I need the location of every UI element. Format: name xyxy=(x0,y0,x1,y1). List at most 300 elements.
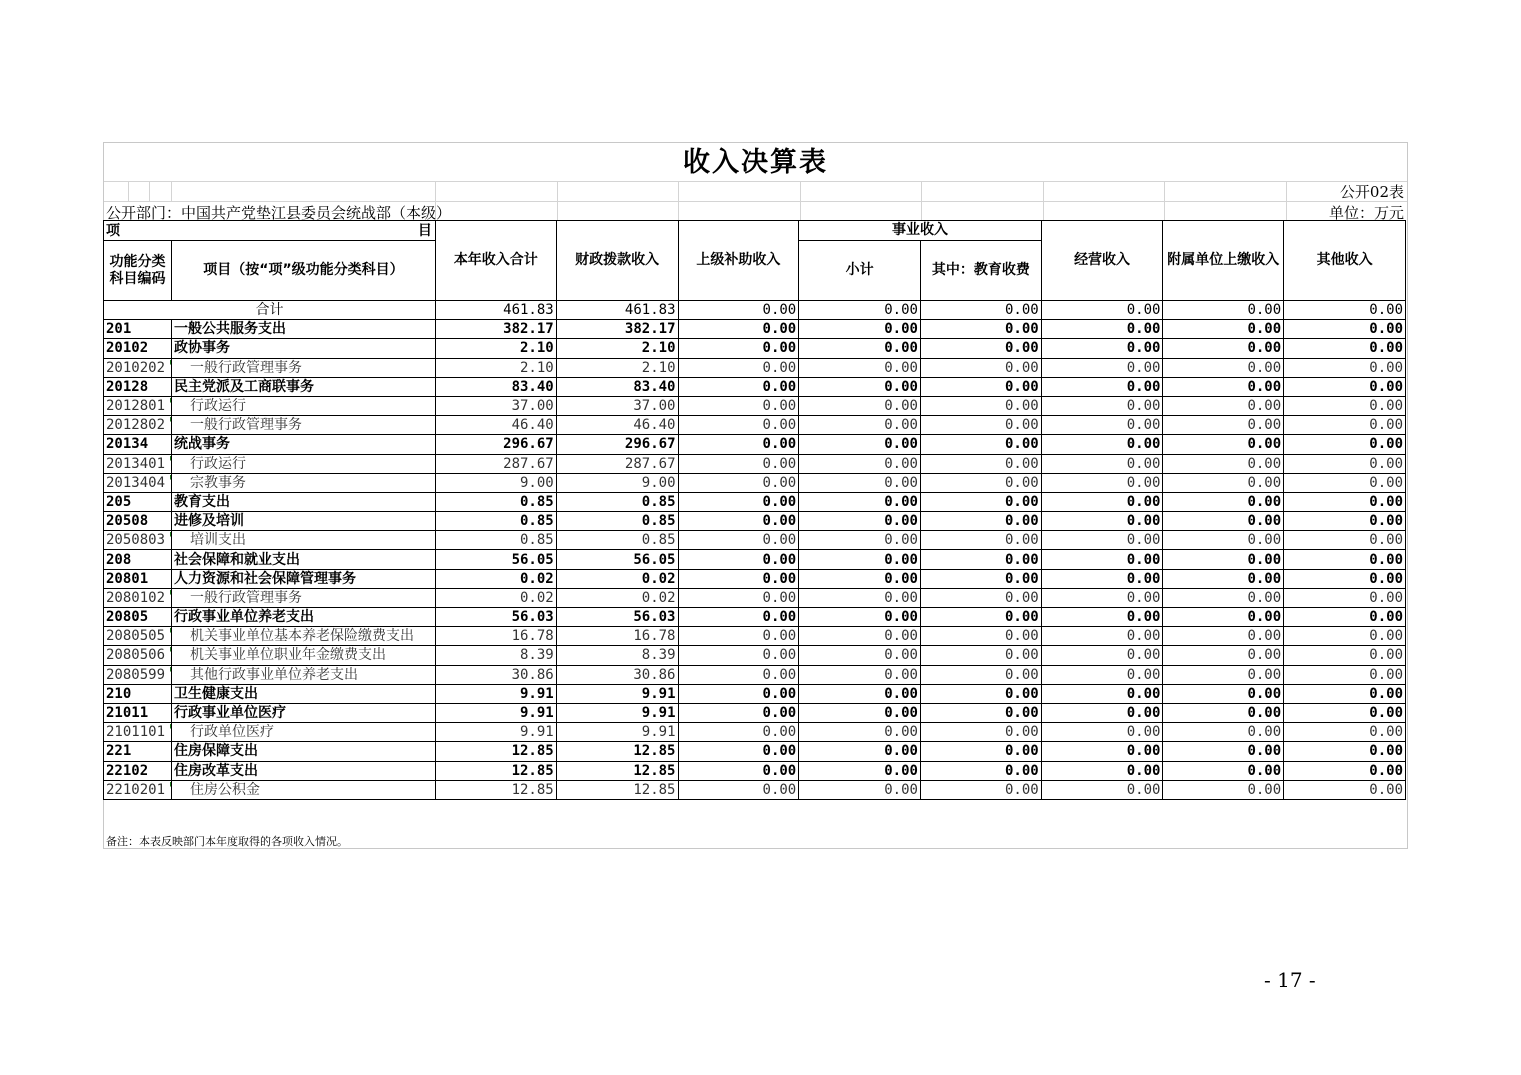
unit-label: 单位：万元 xyxy=(1328,204,1404,222)
row-value: 9.91 xyxy=(556,703,678,722)
row-value: 0.00 xyxy=(799,416,921,435)
row-value: 0.00 xyxy=(920,627,1041,646)
header-business: 事业收入 xyxy=(799,221,1041,241)
table-row xyxy=(104,646,1406,665)
table-row xyxy=(104,473,1406,492)
row-value: 0.00 xyxy=(1041,646,1163,665)
row-value: 0.00 xyxy=(678,435,799,454)
row-value: 0.00 xyxy=(799,608,921,627)
total-cell: 461.83 xyxy=(435,301,556,320)
row-value: 0.00 xyxy=(678,608,799,627)
row-value: 0.00 xyxy=(678,531,799,550)
row-value: 0.00 xyxy=(799,569,921,588)
row-value: 0.00 xyxy=(920,665,1041,684)
row-value: 0.00 xyxy=(678,646,799,665)
row-value: 0.00 xyxy=(1041,358,1163,377)
row-value: 2.10 xyxy=(556,358,678,377)
row-value: 0.00 xyxy=(1163,377,1284,396)
table-row xyxy=(104,339,1406,358)
row-value: 0.00 xyxy=(1163,512,1284,531)
header-func-code: 功能分类科目编码 xyxy=(104,241,172,301)
row-value: 0.00 xyxy=(799,723,921,742)
row-code: 2080505 xyxy=(104,627,172,646)
row-value: 0.00 xyxy=(678,512,799,531)
table-row xyxy=(104,569,1406,588)
department-label: 公开部门：中国共产党垫江县委员会统战部（本级） xyxy=(106,204,452,222)
row-value: 0.00 xyxy=(920,780,1041,799)
row-value: 0.00 xyxy=(1041,627,1163,646)
grid-line xyxy=(128,181,129,201)
row-value: 0.00 xyxy=(678,454,799,473)
row-value: 0.00 xyxy=(1284,377,1406,396)
row-value: 0.00 xyxy=(678,761,799,780)
row-name: 行政单位医疗 xyxy=(171,723,435,742)
row-value: 0.02 xyxy=(556,569,678,588)
total-cell: 0.00 xyxy=(1163,301,1284,320)
header-subtotal: 小计 xyxy=(799,241,921,301)
total-cell: 0.00 xyxy=(799,301,921,320)
grid-line xyxy=(800,181,801,221)
row-name: 其他行政事业单位养老支出 xyxy=(171,665,435,684)
row-value: 56.03 xyxy=(435,608,556,627)
row-value: 0.00 xyxy=(1041,396,1163,415)
row-value: 0.00 xyxy=(1163,320,1284,339)
row-value: 0.00 xyxy=(1163,588,1284,607)
row-value: 9.91 xyxy=(435,684,556,703)
row-value: 0.00 xyxy=(1041,684,1163,703)
row-value: 0.00 xyxy=(799,435,921,454)
row-value: 0.00 xyxy=(1163,435,1284,454)
total-label: 合计 xyxy=(104,301,436,320)
row-value: 0.00 xyxy=(1041,723,1163,742)
footnote: 备注：本表反映部门本年度取得的各项收入情况。 xyxy=(106,835,348,848)
row-value: 0.02 xyxy=(556,588,678,607)
row-value: 0.00 xyxy=(678,684,799,703)
row-value: 0.00 xyxy=(920,512,1041,531)
row-value: 0.00 xyxy=(1284,320,1406,339)
row-value: 0.00 xyxy=(1041,435,1163,454)
row-name: 宗教事务 xyxy=(171,473,435,492)
row-value: 37.00 xyxy=(435,396,556,415)
grid-line xyxy=(557,181,558,221)
row-value: 0.00 xyxy=(920,492,1041,511)
row-code: 221 xyxy=(104,742,172,761)
row-value: 0.00 xyxy=(799,627,921,646)
row-value: 0.00 xyxy=(1284,703,1406,722)
row-code: 2080102 xyxy=(104,588,172,607)
row-value: 0.00 xyxy=(920,377,1041,396)
header-other: 其他收入 xyxy=(1284,221,1406,301)
row-code: 21011 xyxy=(104,703,172,722)
row-value: 0.85 xyxy=(435,512,556,531)
row-value: 56.05 xyxy=(556,550,678,569)
row-value: 0.00 xyxy=(920,723,1041,742)
row-value: 0.00 xyxy=(1284,492,1406,511)
row-value: 9.91 xyxy=(556,723,678,742)
row-name: 一般公共服务支出 xyxy=(171,320,435,339)
row-value: 0.00 xyxy=(920,550,1041,569)
row-value: 83.40 xyxy=(556,377,678,396)
row-value: 0.00 xyxy=(1163,780,1284,799)
table-row xyxy=(104,531,1406,550)
row-code: 20801 xyxy=(104,569,172,588)
row-value: 0.00 xyxy=(920,416,1041,435)
row-value: 9.91 xyxy=(435,703,556,722)
row-value: 0.00 xyxy=(678,396,799,415)
row-value: 0.00 xyxy=(1041,780,1163,799)
row-value: 0.00 xyxy=(799,646,921,665)
row-value: 0.85 xyxy=(435,492,556,511)
table-row xyxy=(104,665,1406,684)
row-value: 0.00 xyxy=(1041,665,1163,684)
row-value: 37.00 xyxy=(556,396,678,415)
row-code: 2012801 xyxy=(104,396,172,415)
row-value: 0.00 xyxy=(678,492,799,511)
row-value: 0.00 xyxy=(1041,339,1163,358)
row-value: 0.00 xyxy=(920,569,1041,588)
row-value: 0.00 xyxy=(1284,742,1406,761)
row-value: 0.00 xyxy=(920,761,1041,780)
row-value: 0.00 xyxy=(1284,723,1406,742)
row-value: 0.00 xyxy=(799,512,921,531)
row-value: 0.00 xyxy=(1284,569,1406,588)
grid-line xyxy=(104,181,1407,182)
row-value: 0.00 xyxy=(678,550,799,569)
row-value: 2.10 xyxy=(556,339,678,358)
row-value: 296.67 xyxy=(435,435,556,454)
row-value: 296.67 xyxy=(556,435,678,454)
header-operating: 经营收入 xyxy=(1041,221,1163,301)
row-value: 0.00 xyxy=(678,416,799,435)
row-value: 0.00 xyxy=(678,377,799,396)
row-code: 20128 xyxy=(104,377,172,396)
row-value: 2.10 xyxy=(435,358,556,377)
row-value: 0.00 xyxy=(920,703,1041,722)
row-value: 0.00 xyxy=(1163,627,1284,646)
table-row xyxy=(104,588,1406,607)
row-value: 0.00 xyxy=(1284,627,1406,646)
row-value: 0.00 xyxy=(1284,761,1406,780)
row-value: 0.00 xyxy=(799,742,921,761)
row-value: 0.00 xyxy=(1041,454,1163,473)
row-value: 46.40 xyxy=(556,416,678,435)
row-value: 16.78 xyxy=(556,627,678,646)
row-name: 民主党派及工商联事务 xyxy=(171,377,435,396)
row-value: 0.00 xyxy=(1163,454,1284,473)
row-value: 0.00 xyxy=(799,358,921,377)
table-row xyxy=(104,358,1406,377)
row-value: 0.00 xyxy=(1041,608,1163,627)
row-value: 0.00 xyxy=(799,703,921,722)
row-name: 行政运行 xyxy=(171,396,435,415)
row-name: 教育支出 xyxy=(171,492,435,511)
row-value: 0.00 xyxy=(920,396,1041,415)
income-table xyxy=(103,220,1406,800)
row-value: 0.00 xyxy=(1163,608,1284,627)
row-value: 0.00 xyxy=(1163,396,1284,415)
row-value: 0.00 xyxy=(1284,339,1406,358)
form-code: 公开02表 xyxy=(1339,183,1404,201)
row-value: 0.00 xyxy=(678,358,799,377)
row-code: 20508 xyxy=(104,512,172,531)
row-value: 0.00 xyxy=(799,492,921,511)
row-code: 2012802 xyxy=(104,416,172,435)
row-name: 一般行政管理事务 xyxy=(171,588,435,607)
row-value: 0.00 xyxy=(678,339,799,358)
row-value: 0.00 xyxy=(678,588,799,607)
row-value: 0.00 xyxy=(1284,550,1406,569)
table-row xyxy=(104,608,1406,627)
row-value: 0.00 xyxy=(1163,550,1284,569)
row-value: 0.00 xyxy=(1284,608,1406,627)
row-value: 0.00 xyxy=(920,608,1041,627)
row-value: 0.00 xyxy=(799,454,921,473)
row-value: 0.02 xyxy=(435,569,556,588)
row-value: 0.00 xyxy=(920,473,1041,492)
row-value: 0.00 xyxy=(1041,761,1163,780)
row-value: 46.40 xyxy=(435,416,556,435)
row-value: 0.00 xyxy=(678,665,799,684)
row-value: 56.05 xyxy=(435,550,556,569)
row-value: 0.00 xyxy=(1163,358,1284,377)
row-value: 9.00 xyxy=(556,473,678,492)
row-code: 210 xyxy=(104,684,172,703)
row-value: 0.00 xyxy=(1163,742,1284,761)
row-value: 0.00 xyxy=(1163,684,1284,703)
table-row xyxy=(104,550,1406,569)
row-value: 0.00 xyxy=(1163,569,1284,588)
row-name: 住房公积金 xyxy=(171,780,435,799)
row-name: 卫生健康支出 xyxy=(171,684,435,703)
row-name: 培训支出 xyxy=(171,531,435,550)
row-value: 9.91 xyxy=(435,723,556,742)
table-row xyxy=(104,684,1406,703)
row-name: 行政事业单位医疗 xyxy=(171,703,435,722)
table-row xyxy=(104,742,1406,761)
row-value: 0.00 xyxy=(1041,492,1163,511)
row-value: 0.00 xyxy=(1284,454,1406,473)
row-value: 0.00 xyxy=(1041,550,1163,569)
row-value: 0.00 xyxy=(799,396,921,415)
row-value: 12.85 xyxy=(435,742,556,761)
row-value: 0.00 xyxy=(1163,761,1284,780)
row-code: 208 xyxy=(104,550,172,569)
row-name: 人力资源和社会保障管理事务 xyxy=(171,569,435,588)
row-name: 机关事业单位职业年金缴费支出 xyxy=(171,646,435,665)
row-value: 12.85 xyxy=(556,742,678,761)
row-value: 0.00 xyxy=(1041,512,1163,531)
row-value: 0.00 xyxy=(1284,684,1406,703)
row-value: 30.86 xyxy=(556,665,678,684)
row-name: 社会保障和就业支出 xyxy=(171,550,435,569)
table-row xyxy=(104,377,1406,396)
row-code: 205 xyxy=(104,492,172,511)
row-value: 0.00 xyxy=(678,703,799,722)
row-value: 0.00 xyxy=(920,320,1041,339)
row-value: 0.00 xyxy=(920,339,1041,358)
row-value: 0.85 xyxy=(556,492,678,511)
row-value: 0.00 xyxy=(920,684,1041,703)
row-value: 0.00 xyxy=(1284,416,1406,435)
row-value: 0.00 xyxy=(1041,416,1163,435)
row-value: 0.85 xyxy=(435,531,556,550)
header-item xyxy=(104,221,436,241)
grid-line xyxy=(171,181,172,201)
row-value: 0.00 xyxy=(1284,358,1406,377)
total-cell: 461.83 xyxy=(556,301,678,320)
table-row xyxy=(104,320,1406,339)
row-value: 382.17 xyxy=(556,320,678,339)
row-value: 0.00 xyxy=(799,780,921,799)
table-row xyxy=(104,627,1406,646)
row-name: 住房改革支出 xyxy=(171,761,435,780)
row-value: 287.67 xyxy=(435,454,556,473)
row-value: 0.00 xyxy=(1284,396,1406,415)
row-name: 行政事业单位养老支出 xyxy=(171,608,435,627)
row-value: 0.00 xyxy=(1041,588,1163,607)
row-value: 0.00 xyxy=(1284,512,1406,531)
row-code: 2050803 xyxy=(104,531,172,550)
row-code: 20102 xyxy=(104,339,172,358)
page-title: 收入决算表 xyxy=(683,147,828,178)
row-value: 0.00 xyxy=(1284,646,1406,665)
row-name: 统战事务 xyxy=(171,435,435,454)
row-value: 0.00 xyxy=(1041,742,1163,761)
row-value: 0.00 xyxy=(799,339,921,358)
row-code: 22102 xyxy=(104,761,172,780)
row-value: 2.10 xyxy=(435,339,556,358)
table-row xyxy=(104,435,1406,454)
row-value: 0.00 xyxy=(1163,665,1284,684)
row-value: 0.00 xyxy=(1163,473,1284,492)
row-code: 2080506 xyxy=(104,646,172,665)
grid-line xyxy=(149,181,150,201)
report-sheet xyxy=(103,142,1408,849)
row-code: 2080599 xyxy=(104,665,172,684)
row-value: 0.00 xyxy=(1041,320,1163,339)
row-value: 0.00 xyxy=(920,358,1041,377)
row-value: 0.00 xyxy=(1163,531,1284,550)
row-value: 12.85 xyxy=(556,780,678,799)
row-value: 0.00 xyxy=(678,723,799,742)
row-value: 12.85 xyxy=(556,761,678,780)
row-value: 0.00 xyxy=(1041,703,1163,722)
table-row xyxy=(104,780,1406,799)
row-value: 0.00 xyxy=(1163,416,1284,435)
row-value: 9.00 xyxy=(435,473,556,492)
row-name: 一般行政管理事务 xyxy=(171,416,435,435)
row-value: 0.00 xyxy=(1163,646,1284,665)
row-code: 2013404 xyxy=(104,473,172,492)
row-value: 0.00 xyxy=(1041,473,1163,492)
row-value: 0.00 xyxy=(1284,588,1406,607)
row-value: 0.85 xyxy=(556,512,678,531)
row-value: 0.00 xyxy=(920,435,1041,454)
row-value: 0.00 xyxy=(1163,339,1284,358)
row-value: 0.00 xyxy=(799,665,921,684)
table-row xyxy=(104,416,1406,435)
row-value: 0.00 xyxy=(799,320,921,339)
row-value: 83.40 xyxy=(435,377,556,396)
row-code: 201 xyxy=(104,320,172,339)
header-fiscal: 财政拨款收入 xyxy=(556,221,678,301)
header-item-end: 目 xyxy=(417,222,432,239)
row-value: 0.85 xyxy=(556,531,678,550)
row-value: 0.00 xyxy=(1041,569,1163,588)
row-value: 0.00 xyxy=(1284,780,1406,799)
row-value: 0.00 xyxy=(678,780,799,799)
row-value: 0.00 xyxy=(678,320,799,339)
row-value: 56.03 xyxy=(556,608,678,627)
row-value: 0.00 xyxy=(1041,377,1163,396)
row-value: 0.00 xyxy=(920,742,1041,761)
table-row xyxy=(104,454,1406,473)
header-item-start: 项 xyxy=(106,222,120,239)
header-affiliated: 附属单位上缴收入 xyxy=(1163,221,1284,301)
row-value: 0.00 xyxy=(1163,492,1284,511)
row-value: 0.00 xyxy=(1041,531,1163,550)
total-cell: 0.00 xyxy=(1041,301,1163,320)
row-code: 20805 xyxy=(104,608,172,627)
row-value: 30.86 xyxy=(435,665,556,684)
total-cell: 0.00 xyxy=(920,301,1041,320)
total-row xyxy=(104,301,1406,320)
grid-line xyxy=(1286,181,1287,221)
row-code: 2210201 xyxy=(104,780,172,799)
row-value: 0.00 xyxy=(799,473,921,492)
table-row xyxy=(104,512,1406,531)
row-value: 0.00 xyxy=(1284,435,1406,454)
row-value: 0.00 xyxy=(678,569,799,588)
total-cell: 0.00 xyxy=(678,301,799,320)
row-value: 0.00 xyxy=(799,531,921,550)
row-value: 0.00 xyxy=(920,531,1041,550)
row-value: 0.00 xyxy=(678,627,799,646)
row-name: 一般行政管理事务 xyxy=(171,358,435,377)
row-value: 12.85 xyxy=(435,780,556,799)
row-value: 0.00 xyxy=(799,550,921,569)
row-value: 9.91 xyxy=(556,684,678,703)
table-row xyxy=(104,703,1406,722)
row-value: 0.00 xyxy=(678,742,799,761)
row-value: 0.02 xyxy=(435,588,556,607)
row-value: 0.00 xyxy=(1163,703,1284,722)
row-value: 0.00 xyxy=(1284,665,1406,684)
row-name: 进修及培训 xyxy=(171,512,435,531)
row-value: 0.00 xyxy=(1284,531,1406,550)
row-code: 2101101 xyxy=(104,723,172,742)
row-name: 机关事业单位基本养老保险缴费支出 xyxy=(171,627,435,646)
row-value: 0.00 xyxy=(678,473,799,492)
table-row xyxy=(104,492,1406,511)
row-value: 16.78 xyxy=(435,627,556,646)
total-cell: 0.00 xyxy=(1284,301,1406,320)
row-value: 8.39 xyxy=(435,646,556,665)
header-education: 其中：教育收费 xyxy=(920,241,1041,301)
row-value: 287.67 xyxy=(556,454,678,473)
row-value: 8.39 xyxy=(556,646,678,665)
row-value: 0.00 xyxy=(1163,723,1284,742)
row-value: 0.00 xyxy=(920,646,1041,665)
row-value: 0.00 xyxy=(920,454,1041,473)
page-number: - 17 - xyxy=(1264,968,1316,992)
row-name: 住房保障支出 xyxy=(171,742,435,761)
row-code: 2013401 xyxy=(104,454,172,473)
row-code: 2010202 xyxy=(104,358,172,377)
header-total: 本年收入合计 xyxy=(435,221,556,301)
header-superior: 上级补助收入 xyxy=(678,221,799,301)
row-code: 20134 xyxy=(104,435,172,454)
